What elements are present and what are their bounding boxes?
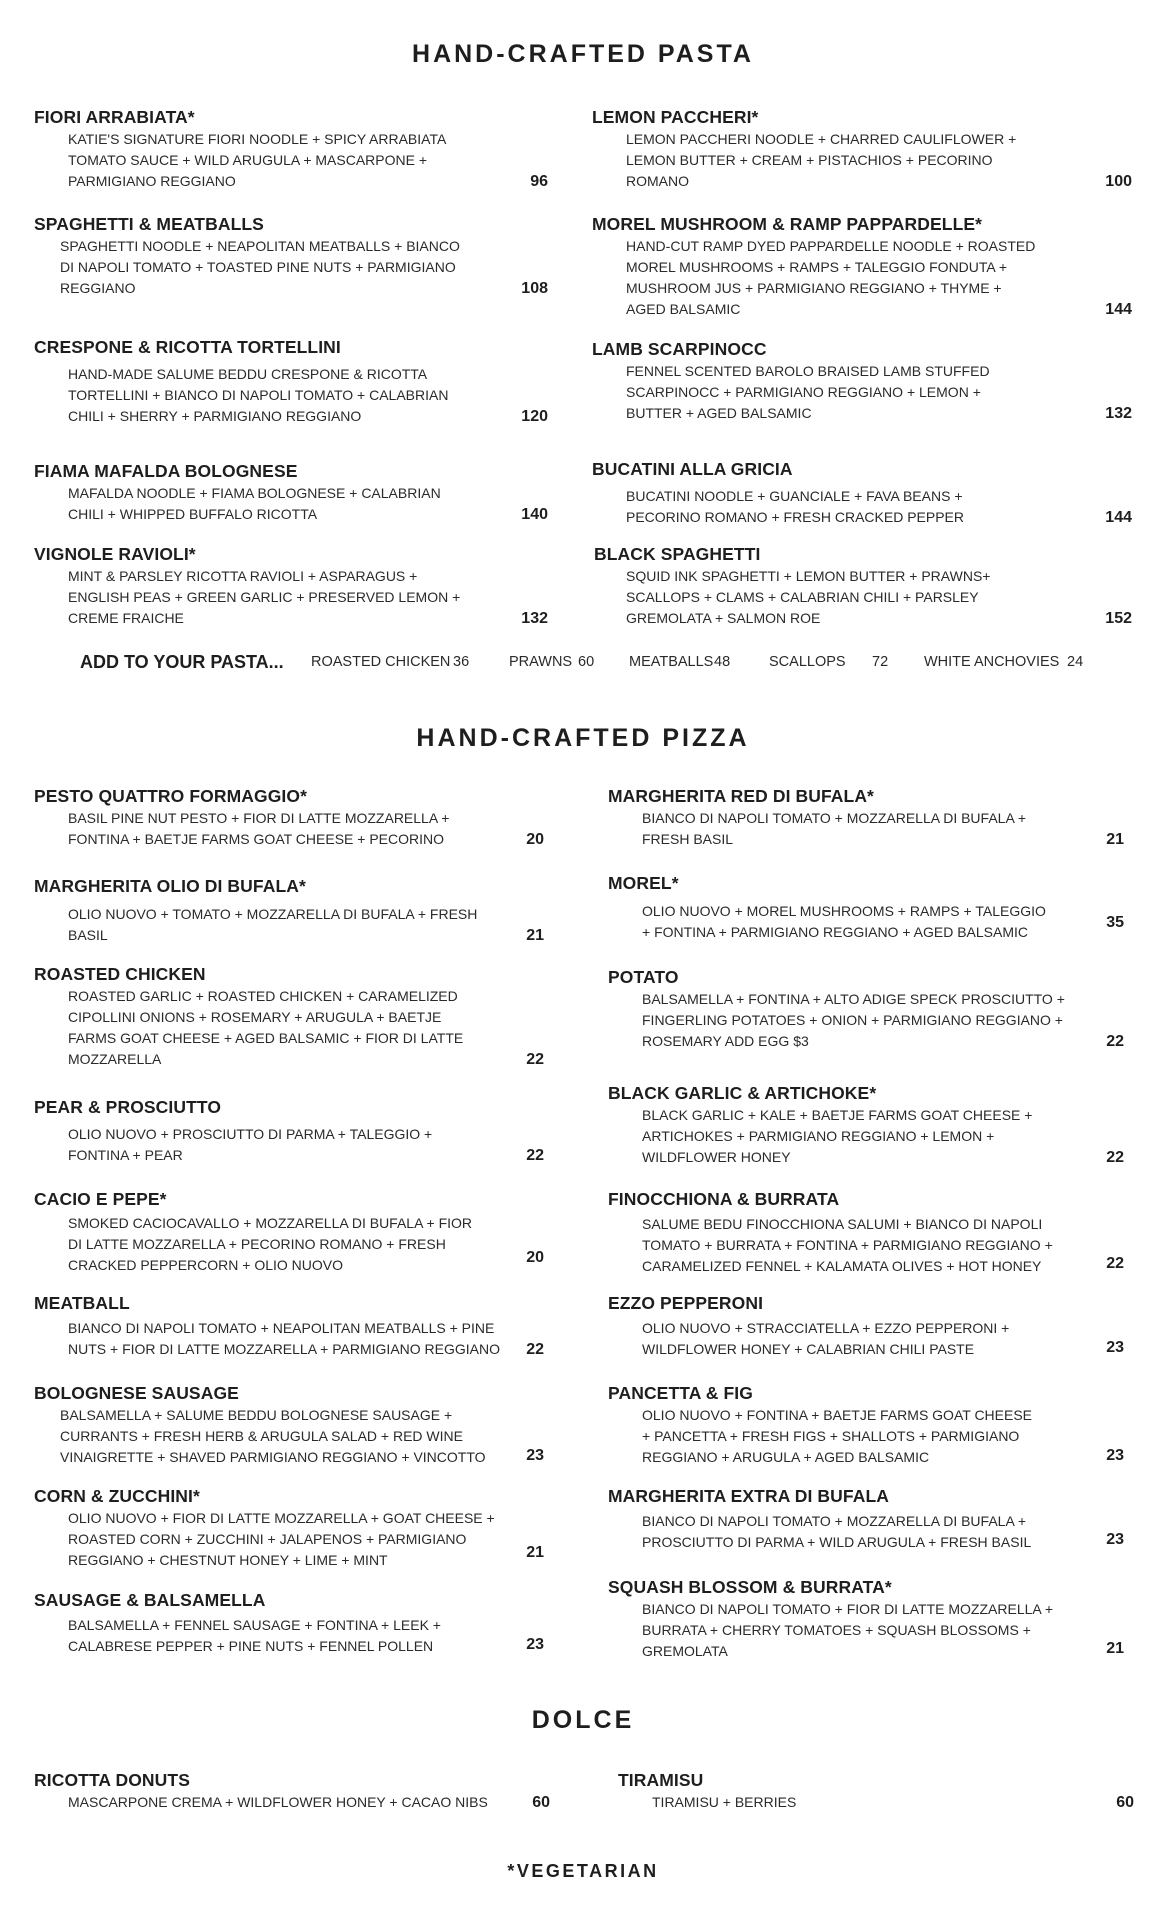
item-price: 23	[526, 1636, 544, 1653]
menu-item-finocchiona-burrata	[608, 1188, 1124, 1277]
menu-item-black-spaghetti	[592, 543, 1132, 629]
menu-item-tiramisu	[618, 1769, 1134, 1813]
addon-label: MEATBALLS	[629, 654, 714, 670]
item-price: 35	[1106, 914, 1124, 931]
item-name: MEATBALL	[34, 1293, 130, 1313]
addon-label: WHITE ANCHOVIES	[924, 654, 1060, 670]
menu-item-squash-blossom-burrata	[608, 1576, 1124, 1662]
item-description: HAND-CUT RAMP DYED PAPPARDELLE NOODLE + ROASTED MOREL MUSHROOMS + RAMPS + TALEGGIO FONDUTA + MUSHROOM JUS + PARMIGIANO REGGIANO + THYME + AGED BALSAMIC	[626, 238, 1036, 317]
item-description: MAFALDA NOODLE + FIAMA BOLOGNESE + CALABRIAN CHILI + WHIPPED BUFFALO RICOTTA	[68, 485, 441, 522]
item-name: ROASTED CHICKEN	[34, 964, 206, 984]
menu-item-margherita-olio-bufala	[34, 875, 544, 946]
menu-item-pancetta-fig	[608, 1382, 1124, 1468]
item-price: 144	[1105, 301, 1132, 318]
menu-item-margherita-red-bufala	[608, 785, 1124, 850]
item-name: CRESPONE & RICOTTA TORTELLINI	[34, 337, 341, 357]
item-price: 60	[1116, 1794, 1134, 1811]
menu-item-crespone-tortellini	[34, 336, 548, 427]
item-price: 20	[526, 1249, 544, 1266]
item-price: 152	[1105, 610, 1132, 627]
item-description: BALSAMELLA + FENNEL SAUSAGE + FONTINA + LEEK + CALABRESE PEPPER + PINE NUTS + FENNEL POLLEN	[68, 1617, 441, 1654]
vegetarian-footnote: *VEGETARIAN	[507, 1861, 659, 1881]
item-name: BUCATINI ALLA GRICIA	[592, 459, 793, 479]
item-name: FIORI ARRABIATA*	[34, 107, 195, 127]
item-description: OLIO NUOVO + FIOR DI LATTE MOZZARELLA + GOAT CHEESE + ROASTED CORN + ZUCCHINI + JALAPENOS + PARMIGIANO REGGIANO + CHESTNUT HONEY + LIME + MINT	[68, 1510, 495, 1568]
item-name: MARGHERITA RED DI BUFALA*	[608, 786, 874, 806]
item-name: MOREL*	[608, 873, 679, 893]
item-description: MASCARPONE CREMA + WILDFLOWER HONEY + CACAO NIBS	[68, 1794, 488, 1810]
item-name: CORN & ZUCCHINI*	[34, 1486, 200, 1506]
item-name: TIRAMISU	[618, 1770, 704, 1790]
item-name: FIAMA MAFALDA BOLOGNESE	[34, 461, 298, 481]
item-price: 120	[521, 408, 548, 425]
item-description: BIANCO DI NAPOLI TOMATO + MOZZARELLA DI BUFALA + PROSCIUTTO DI PARMA + WILD ARUGULA + FRESH BASIL	[642, 1513, 1032, 1550]
item-description: BIANCO DI NAPOLI TOMATO + FIOR DI LATTE MOZZARELLA + BURRATA + CHERRY TOMATOES + SQUASH BLOSSOMS + GREMOLATA	[642, 1601, 1054, 1659]
item-price: 23	[526, 1447, 544, 1464]
dolce-section-title: DOLCE	[531, 1706, 635, 1734]
pasta-addons-row	[0, 650, 1166, 674]
menu-item-lamb-scarpinocc	[592, 338, 1132, 424]
item-description: OLIO NUOVO + MOREL MUSHROOMS + RAMPS + TALEGGIO + FONTINA + PARMIGIANO REGGIANO + AGED BALSAMIC	[642, 903, 1046, 940]
menu-item-sausage-balsamella	[34, 1589, 544, 1657]
addon-price: 48	[714, 654, 731, 670]
pasta-section-title: HAND-CRAFTED PASTA	[412, 40, 754, 68]
addon-price: 72	[872, 654, 889, 670]
menu-item-corn-zucchini	[34, 1485, 544, 1571]
menu-item-fiori-arrabiata	[34, 106, 548, 192]
item-description: OLIO NUOVO + STRACCIATELLA + EZZO PEPPERONI + WILDFLOWER HONEY + CALABRIAN CHILI PASTE	[642, 1320, 1010, 1357]
item-price: 22	[1106, 1255, 1124, 1272]
menu-item-pesto-quattro-formaggio	[34, 785, 544, 850]
addon-price: 24	[1067, 654, 1084, 670]
item-price: 20	[526, 831, 544, 848]
addon-label: PRAWNS	[509, 654, 573, 670]
item-description: KATIE'S SIGNATURE FIORI NOODLE + SPICY ARRABIATA TOMATO SAUCE + WILD ARUGULA + MASCARPONE + PARMIGIANO REGGIANO	[68, 131, 446, 189]
item-description: FENNEL SCENTED BAROLO BRAISED LAMB STUFFED SCARPINOCC + PARMIGIANO REGGIANO + LEMON + BUTTER + AGED BALSAMIC	[626, 363, 990, 421]
item-name: SAUSAGE & BALSAMELLA	[34, 1590, 266, 1610]
item-price: 21	[1106, 831, 1124, 848]
item-name: VIGNOLE RAVIOLI*	[34, 544, 196, 564]
item-description: BALSAMELLA + SALUME BEDDU BOLOGNESE SAUSAGE + CURRANTS + FRESH HERB & ARUGULA SALAD + RED WINE VINAIGRETTE + SHAVED PARMIGIANO REGGIANO + VINCOTTO	[60, 1407, 486, 1465]
item-description: BUCATINI NOODLE + GUANCIALE + FAVA BEANS + PECORINO ROMANO + FRESH CRACKED PEPPER	[626, 488, 965, 525]
item-price: 23	[1106, 1339, 1124, 1356]
menu-item-morel-pappardelle	[592, 213, 1132, 320]
menu-item-bolognese-sausage	[34, 1382, 544, 1468]
item-price: 132	[521, 610, 548, 627]
item-name: LAMB SCARPINOCC	[592, 339, 767, 359]
item-description: BIANCO DI NAPOLI TOMATO + MOZZARELLA DI BUFALA + FRESH BASIL	[642, 810, 1027, 847]
menu-item-ezzo-pepperoni	[608, 1292, 1124, 1360]
addon-price: 36	[453, 654, 470, 670]
menu-item-meatball	[34, 1292, 544, 1360]
item-name: SQUASH BLOSSOM & BURRATA*	[608, 1577, 892, 1597]
pizza-section-title: HAND-CRAFTED PIZZA	[416, 724, 750, 752]
item-price: 21	[1106, 1640, 1124, 1657]
item-description: BIANCO DI NAPOLI TOMATO + NEAPOLITAN MEATBALLS + PINE NUTS + FIOR DI LATTE MOZZARELLA + PARMIGIANO REGGIANO	[68, 1320, 500, 1357]
item-price: 22	[526, 1341, 544, 1358]
item-price: 22	[1106, 1033, 1124, 1050]
menu-item-potato	[608, 966, 1124, 1052]
item-price: 23	[1106, 1531, 1124, 1548]
menu-item-bucatini-gricia	[592, 458, 1132, 528]
item-price: 108	[521, 280, 548, 297]
item-description: BLACK GARLIC + KALE + BAETJE FARMS GOAT CHEESE + ARTICHOKES + PARMIGIANO REGGIANO + LEMON + WILDFLOWER HONEY	[642, 1107, 1033, 1165]
item-description: LEMON PACCHERI NOODLE + CHARRED CAULIFLOWER + LEMON BUTTER + CREAM + PISTACHIOS + PECORINO ROMANO	[626, 131, 1017, 189]
item-name: MARGHERITA OLIO DI BUFALA*	[34, 876, 306, 896]
item-price: 140	[521, 506, 548, 523]
item-price: 100	[1105, 173, 1132, 190]
item-price: 22	[1106, 1149, 1124, 1166]
item-name: EZZO PEPPERONI	[608, 1293, 764, 1313]
item-description: SPAGHETTI NOODLE + NEAPOLITAN MEATBALLS + BIANCO DI NAPOLI TOMATO + TOASTED PINE NUTS + PARMIGIANO REGGIANO	[60, 238, 460, 296]
item-description: OLIO NUOVO + TOMATO + MOZZARELLA DI BUFALA + FRESH BASIL	[68, 906, 478, 943]
item-name: PEAR & PROSCIUTTO	[34, 1097, 222, 1117]
addon-price: 60	[578, 654, 595, 670]
menu-item-cacio-e-pepe	[34, 1188, 544, 1276]
item-name: PANCETTA & FIG	[608, 1383, 753, 1403]
menu-item-black-garlic-artichoke	[608, 1082, 1124, 1168]
item-price: 21	[526, 1544, 544, 1561]
addons-title: ADD TO YOUR PASTA...	[80, 652, 284, 672]
item-description: BASIL PINE NUT PESTO + FIOR DI LATTE MOZZARELLA + FONTINA + BAETJE FARMS GOAT CHEESE + PECORINO	[68, 810, 450, 847]
item-name: FINOCCHIONA & BURRATA	[608, 1189, 840, 1209]
menu-item-pear-prosciutto	[34, 1096, 544, 1166]
item-price: 22	[526, 1051, 544, 1068]
item-description: BALSAMELLA + FONTINA + ALTO ADIGE SPECK PROSCIUTTO + FINGERLING POTATOES + ONION + PARMIGIANO REGGIANO + ROSEMARY ADD EGG $3	[642, 991, 1065, 1049]
item-name: LEMON PACCHERI*	[592, 107, 759, 127]
item-name: POTATO	[608, 967, 679, 987]
item-name: RICOTTA DONUTS	[34, 1770, 190, 1790]
menu-item-ricotta-donuts	[34, 1769, 550, 1813]
menu-item-morel	[608, 872, 1124, 943]
item-description: SMOKED CACIOCAVALLO + MOZZARELLA DI BUFALA + FIOR DI LATTE MOZZARELLA + PECORINO ROMANO + FRESH CRACKED PEPPERCORN + OLIO NUOVO	[68, 1215, 473, 1273]
menu-item-fiama-mafalda	[34, 460, 548, 525]
item-price: 96	[530, 173, 548, 190]
menu-item-spaghetti-meatballs	[34, 213, 548, 299]
item-description: ROASTED GARLIC + ROASTED CHICKEN + CARAMELIZED CIPOLLINI ONIONS + ROSEMARY + ARUGULA + BAETJE FARMS GOAT CHEESE + AGED BALSAMIC + FIOR DI LATTE MOZZARELLA	[68, 988, 464, 1067]
item-name: PESTO QUATTRO FORMAGGIO*	[34, 786, 308, 806]
item-name: BOLOGNESE SAUSAGE	[34, 1383, 239, 1403]
item-description: SQUID INK SPAGHETTI + LEMON BUTTER + PRAWNS+ SCALLOPS + CLAMS + CALABRIAN CHILI + PARSLEY GREMOLATA + SALMON ROE	[626, 568, 991, 626]
item-price: 22	[526, 1147, 544, 1164]
item-price: 132	[1105, 405, 1132, 422]
menu-item-lemon-paccheri	[592, 106, 1132, 192]
item-price: 60	[532, 1794, 550, 1811]
item-price: 144	[1105, 509, 1132, 526]
item-name: BLACK SPAGHETTI	[594, 544, 761, 564]
item-description: MINT & PARSLEY RICOTTA RAVIOLI + ASPARAGUS + ENGLISH PEAS + GREEN GARLIC + PRESERVED LEMON + CREME FRAICHE	[68, 568, 461, 626]
item-description: TIRAMISU + BERRIES	[652, 1794, 797, 1810]
item-description: SALUME BEDU FINOCCHIONA SALUMI + BIANCO DI NAPOLI TOMATO + BURRATA + FONTINA + PARMIGIANO REGGIANO + CARAMELIZED FENNEL + KALAMATA OLIVES + HOT HONEY	[642, 1216, 1053, 1274]
item-description: HAND-MADE SALUME BEDDU CRESPONE & RICOTTA TORTELLINI + BIANCO DI NAPOLI TOMATO + CALABRIAN CHILI + SHERRY + PARMIGIANO REGGIANO	[68, 366, 449, 424]
addon-label: ROASTED CHICKEN	[311, 654, 451, 670]
item-description: OLIO NUOVO + FONTINA + BAETJE FARMS GOAT CHEESE + PANCETTA + FRESH FIGS + SHALLOTS + PARMIGIANO REGGIANO + ARUGULA + AGED BALSAMIC	[642, 1407, 1033, 1465]
item-description: OLIO NUOVO + PROSCIUTTO DI PARMA + TALEGGIO + FONTINA + PEAR	[68, 1126, 433, 1163]
item-name: SPAGHETTI & MEATBALLS	[34, 214, 264, 234]
menu-item-vignole-ravioli	[34, 543, 548, 629]
item-price: 21	[526, 927, 544, 944]
item-name: BLACK GARLIC & ARTICHOKE*	[608, 1083, 877, 1103]
item-name: MOREL MUSHROOM & RAMP PAPPARDELLE*	[592, 214, 983, 234]
addon-label: SCALLOPS	[769, 654, 846, 670]
item-price: 23	[1106, 1447, 1124, 1464]
item-name: MARGHERITA EXTRA DI BUFALA	[608, 1486, 889, 1506]
menu-item-roasted-chicken	[34, 963, 544, 1070]
item-name: CACIO E PEPE*	[34, 1189, 167, 1209]
menu-item-margherita-extra-bufala	[608, 1485, 1124, 1553]
